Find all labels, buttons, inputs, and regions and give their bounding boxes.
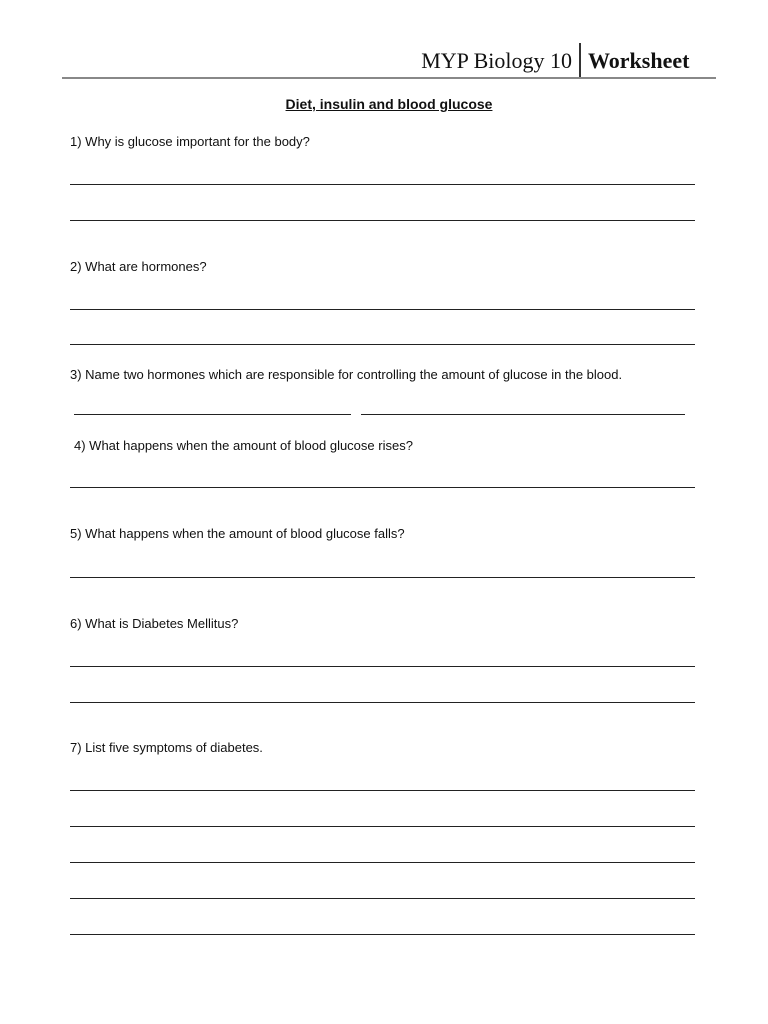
answer-line-6b[interactable] [70,702,695,703]
answer-line-6a[interactable] [70,666,695,667]
question-5: 5) What happens when the amount of blood glucose falls? [70,526,405,541]
answer-line-3-hormone-2[interactable] [361,414,685,415]
answer-line-1a[interactable] [70,184,695,185]
question-2: 2) What are hormones? [70,259,207,274]
answer-line-4[interactable] [70,487,695,488]
course-title: MYP Biology 10 [421,48,572,73]
answer-line-7c[interactable] [70,862,695,863]
answer-line-2a[interactable] [70,309,695,310]
question-4: 4) What happens when the amount of blood glucose rises? [74,438,413,453]
answer-line-3-hormone-1[interactable] [74,414,351,415]
question-6: 6) What is Diabetes Mellitus? [70,616,239,631]
header-rule [62,77,716,79]
question-1: 1) Why is glucose important for the body? [70,134,310,149]
answer-line-5[interactable] [70,577,695,578]
answer-line-1b[interactable] [70,220,695,221]
answer-line-2b[interactable] [70,344,695,345]
answer-line-7a[interactable] [70,790,695,791]
worksheet-title: Diet, insulin and blood glucose [285,96,493,112]
answer-line-7d[interactable] [70,898,695,899]
answer-line-7b[interactable] [70,826,695,827]
answer-line-7e[interactable] [70,934,695,935]
question-3: 3) Name two hormones which are responsible for controlling the amount of glucose in the blood. [70,367,623,382]
document-type: Worksheet [588,48,690,73]
header-divider [579,43,581,79]
question-7: 7) List five symptoms of diabetes. [70,740,263,755]
